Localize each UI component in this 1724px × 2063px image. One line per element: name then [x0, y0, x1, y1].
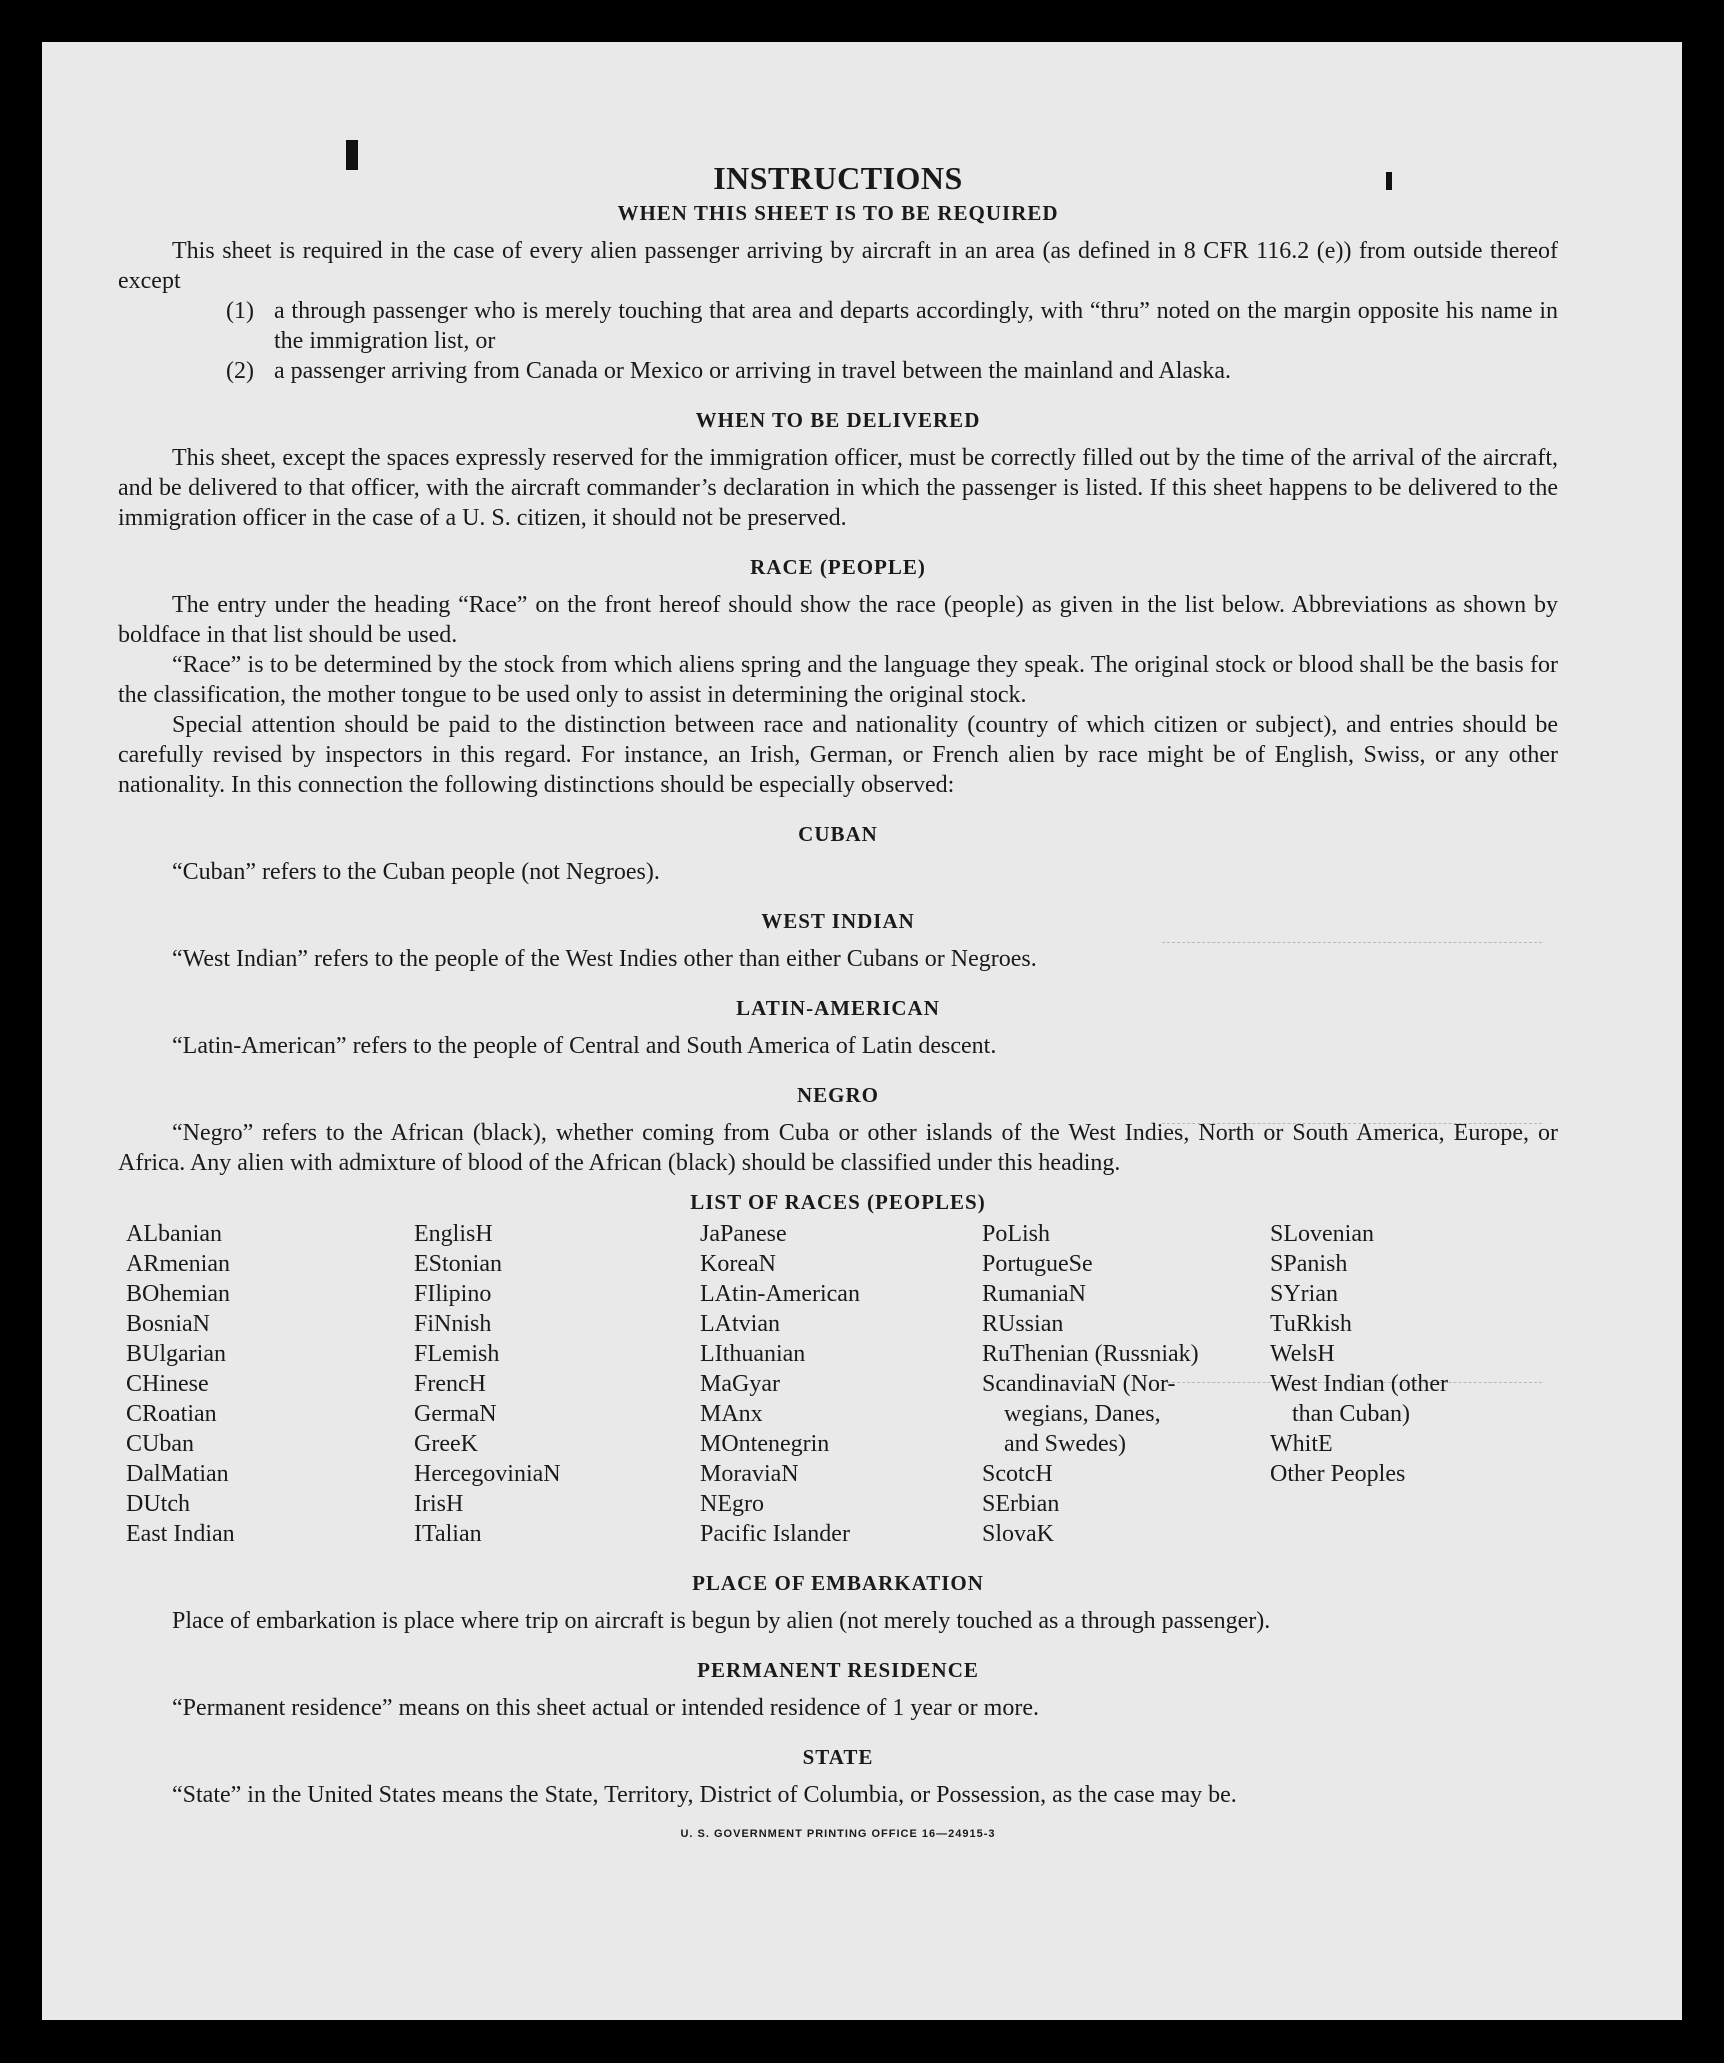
races-column	[414, 1219, 700, 1549]
section-heading: WEST INDIAN	[761, 909, 915, 933]
race-item: SErbian	[982, 1491, 1060, 1517]
paragraph: “Race” is to be determined by the stock from which aliens spring and the language they speak. The original stock or blood shall be the basis for the classification, the mother tongue to be used only to assist in determining the original stock.	[118, 652, 1558, 708]
race-item: RUssian	[982, 1311, 1064, 1337]
race-item: ScotcH	[982, 1461, 1053, 1487]
race-item: LIthuanian	[700, 1341, 806, 1367]
race-item: and Swedes)	[1004, 1431, 1126, 1457]
item-number: (2)	[226, 358, 254, 384]
race-item: Pacific Islander	[700, 1521, 850, 1547]
races-column	[1270, 1219, 1566, 1549]
section-heading: PLACE OF EMBARKATION	[692, 1571, 984, 1595]
race-item: DUtch	[126, 1491, 190, 1517]
race-item: ARmenian	[126, 1251, 230, 1277]
instructions-body	[118, 160, 1558, 1840]
race-item: IrisH	[414, 1491, 464, 1517]
paragraph: “Latin-American” refers to the people of Central and South America of Latin descent.	[172, 1033, 997, 1059]
race-item: KoreaN	[700, 1251, 776, 1277]
race-item: GermaN	[414, 1401, 497, 1427]
race-item: FIlipino	[414, 1281, 492, 1307]
race-item: WhitE	[1270, 1431, 1333, 1457]
page-title: INSTRUCTIONS	[713, 160, 963, 196]
races-list	[118, 1219, 1558, 1549]
race-item: SYrian	[1270, 1281, 1338, 1307]
race-item: ITalian	[414, 1521, 482, 1547]
race-item: FrencH	[414, 1371, 486, 1397]
paragraph: The entry under the heading “Race” on the front hereof should show the race (people) as given in the list below. Abbreviations as shown by boldface in that list should be used.	[118, 592, 1558, 648]
race-item: East Indian	[126, 1521, 235, 1547]
races-column	[126, 1219, 414, 1549]
list-item	[118, 296, 1558, 356]
paragraph: “State” in the United States means the State, Territory, District of Columbia, or Possession, as the case may be.	[172, 1782, 1237, 1808]
race-item: SLovenian	[1270, 1221, 1374, 1247]
item-text: a through passenger who is merely touching that area and departs accordingly, with “thru” noted on the margin opposite his name in the immigration list, or	[274, 298, 1558, 354]
document-page	[42, 42, 1682, 2020]
race-item: DalMatian	[126, 1461, 229, 1487]
race-item: PoLish	[982, 1221, 1051, 1247]
list-item	[118, 356, 1558, 386]
paragraph: “Negro” refers to the African (black), whether coming from Cuba or other islands of the West Indies, North or South America, Europe, or Africa. Any alien with admixture of blood of the African (black) should be classified under this heading.	[118, 1120, 1558, 1176]
race-item: RumaniaN	[982, 1281, 1086, 1307]
paragraph: “Cuban” refers to the Cuban people (not Negroes).	[172, 859, 660, 885]
section-heading: CUBAN	[798, 822, 878, 846]
race-item: FiNnish	[414, 1311, 492, 1337]
race-item: RuThenian (Russniak)	[982, 1341, 1199, 1367]
section-heading: RACE (PEOPLE)	[750, 555, 926, 579]
races-column	[700, 1219, 982, 1549]
printer-imprint: U. S. GOVERNMENT PRINTING OFFICE 16—24915-3	[680, 1828, 996, 1840]
race-item: BUlgarian	[126, 1341, 226, 1367]
paragraph: “West Indian” refers to the people of the West Indies other than either Cubans or Negroes.	[172, 946, 1037, 972]
race-item: EStonian	[414, 1251, 502, 1277]
race-item: CRoatian	[126, 1401, 217, 1427]
race-item: ALbanian	[126, 1221, 222, 1247]
races-column	[982, 1219, 1270, 1549]
race-item: MAnx	[700, 1401, 763, 1427]
race-item: MOntenegrin	[700, 1431, 830, 1457]
section-heading: PERMANENT RESIDENCE	[697, 1658, 979, 1682]
race-item: WelsH	[1270, 1341, 1335, 1367]
section-heading: WHEN TO BE DELIVERED	[695, 408, 981, 432]
race-item: EnglisH	[414, 1221, 493, 1247]
race-item: Other Peoples	[1270, 1461, 1406, 1487]
paragraph: Special attention should be paid to the distinction between race and nationality (country of which citizen or subject), and entries should be carefully revised by inspectors in this regard. For instance, an Irish, German, or French alien by race might be of English, Swiss, or any other nationality. In this connection the following distinctions should be especially observed:	[118, 712, 1558, 798]
paragraph: This sheet is required in the case of every alien passenger arriving by aircraft in an area (as defined in 8 CFR 116.2 (e)) from outside thereof except	[118, 238, 1558, 294]
race-item: TuRkish	[1270, 1311, 1352, 1337]
paragraph: This sheet, except the spaces expressly reserved for the immigration officer, must be correctly filled out by the time of the arrival of the aircraft, and be delivered to that officer, with the aircraft commander’s declaration in which the passenger is listed. If this sheet happens to be delivered to the immigration officer in the case of a U. S. citizen, it should not be preserved.	[118, 445, 1558, 531]
race-item: JaPanese	[700, 1221, 787, 1247]
race-item: SlovaK	[982, 1521, 1054, 1547]
race-item: CHinese	[126, 1371, 209, 1397]
section-heading: STATE	[802, 1745, 874, 1769]
race-item: SPanish	[1270, 1251, 1348, 1277]
race-item: wegians, Danes,	[1004, 1401, 1161, 1427]
race-item: West Indian (other	[1270, 1371, 1449, 1397]
race-item: ScandinaviaN (Nor-	[982, 1371, 1176, 1397]
race-item: than Cuban)	[1292, 1401, 1410, 1427]
item-text: a passenger arriving from Canada or Mexico or arriving in travel between the mainland and Alaska.	[274, 358, 1231, 384]
section-heading: WHEN THIS SHEET IS TO BE REQUIRED	[617, 201, 1059, 225]
race-item: CUban	[126, 1431, 194, 1457]
item-number: (1)	[226, 298, 254, 324]
race-item: BOhemian	[126, 1281, 230, 1307]
paragraph: “Permanent residence” means on this sheet actual or intended residence of 1 year or more.	[172, 1695, 1039, 1721]
race-item: BosniaN	[126, 1311, 210, 1337]
section-heading: NEGRO	[796, 1083, 879, 1107]
paragraph: Place of embarkation is place where trip on aircraft is begun by alien (not merely touched as a through passenger).	[172, 1608, 1271, 1634]
section-heading: LATIN-AMERICAN	[736, 996, 940, 1020]
race-item: NEgro	[700, 1491, 764, 1517]
race-item: MaGyar	[700, 1371, 780, 1397]
race-item: LAtvian	[700, 1311, 780, 1337]
race-item: MoraviaN	[700, 1461, 799, 1487]
race-item: PortugueSe	[982, 1251, 1093, 1277]
race-item: FLemish	[414, 1341, 500, 1367]
race-item: GreeK	[414, 1431, 478, 1457]
race-item: LAtin-American	[700, 1281, 860, 1307]
section-heading: LIST OF RACES (PEOPLES)	[690, 1190, 986, 1214]
race-item: HercegoviniaN	[414, 1461, 561, 1487]
